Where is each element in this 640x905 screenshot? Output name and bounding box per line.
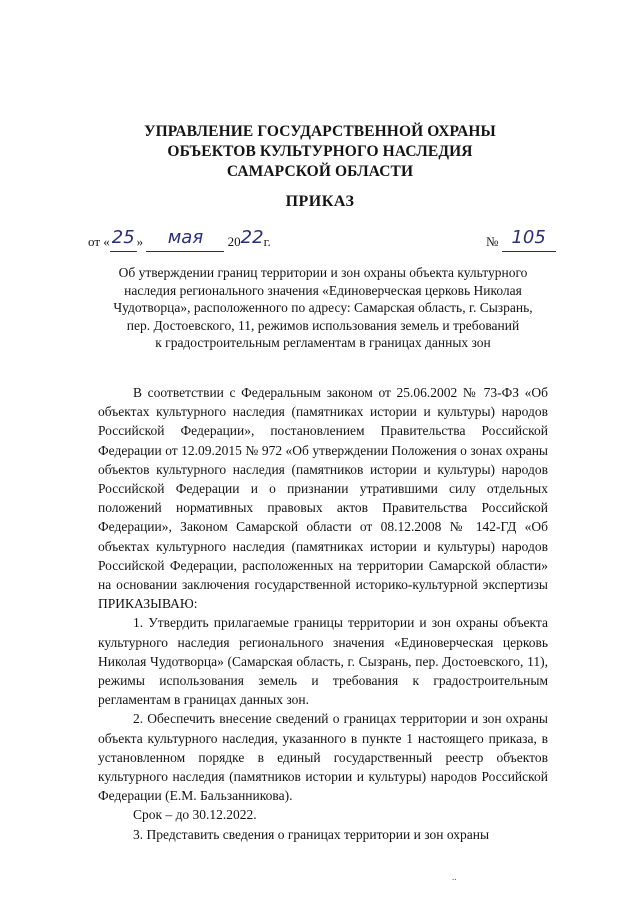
item-3-paragraph: 3. Представить сведения о границах территории и зон охраны (133, 826, 490, 842)
number-value: 105 (511, 227, 546, 248)
org-line-1: УПРАВЛЕНИЕ ГОСУДАРСТВЕННОЙ ОХРАНЫ (144, 123, 496, 140)
order-subject (88, 264, 558, 352)
order-number (486, 227, 556, 252)
date-mid: » (136, 234, 144, 249)
number-label: № (486, 234, 499, 249)
date-month: мая (167, 227, 204, 248)
preamble-paragraph: В соответствии с Федеральным законом от 25.06.2002 № 73-ФЗ «Об объектах культурного наследия (памятниках истории и культуры) народов Российской Федерации», постановлением Правительства Российской Федерации от 12.09.2015 № 972 «Об утверждении Положения о зонах охраны объектов культурного наследия (памятников истории и культуры) народов Российской Федерации и о признании утратившими силу отдельных положений нормативных правовых актов Правительства Российской Федерации», Законом Самарской области от 08.12.2008 № 142-ГД «Об объектах культурного наследия (памятниках истории и культуры) народов Российской Федерации, расположенных на территории Самарской области» на основании заключения государственной историко-культурной экспертизы ПРИКАЗЫВАЮ: (98, 385, 548, 612)
organization-header (0, 122, 640, 182)
order-body (98, 383, 548, 844)
org-line-3: САМАРСКОЙ ОБЛАСТИ (226, 163, 414, 180)
item-1-paragraph: 1. Утвердить прилагаемые границы территории и зон охраны объекта культурного наследия регионального значения «Единоверческая церковь Николая Чудотворца» (Самарская область, г. Сызрань, пер. Достоевского, 11), режимы использования земель и требования к градостроительным регламентам в границах данных зон. (98, 615, 548, 708)
subject-line-4: пер. Достоевского, 11, режимов использования земель и требований (126, 317, 520, 333)
subject-line-5: к градостроительным регламентам в границах данных зон (155, 335, 491, 351)
page-footer-mark: .. (452, 872, 457, 882)
document-type-title: ПРИКАЗ (285, 193, 355, 210)
subject-line-3: Чудотворца», расположенного по адресу: Самарская область, г. Сызрань, (113, 300, 533, 316)
date-year-prefix: 20 (227, 234, 241, 249)
date-year-end: г. (263, 234, 271, 249)
subject-line-1: Об утверждении границ территории и зон охраны объекта культурного (118, 265, 528, 280)
subject-line-2: наследия регионального значения «Единоверческая церковь Николая (124, 282, 522, 298)
date-prefix: от « (88, 234, 110, 249)
date-year-suffix: 22 (240, 227, 264, 248)
order-date (88, 227, 271, 252)
item-2-paragraph: 2. Обеспечить внесение сведений о границах территории и зон охраны объекта культурного наследия, указанного в пункте 1 настоящего приказа, в установленном порядке в единый государственный реестр объектов культурного наследия (памятников истории и культуры) народов Российской Федерации (Е.М. Бальзанникова). (98, 711, 548, 804)
date-day: 25 (111, 227, 135, 248)
org-line-2: ОБЪЕКТОВ КУЛЬТУРНОГО НАСЛЕДИЯ (167, 143, 473, 160)
deadline-paragraph: Срок – до 30.12.2022. (133, 807, 257, 823)
